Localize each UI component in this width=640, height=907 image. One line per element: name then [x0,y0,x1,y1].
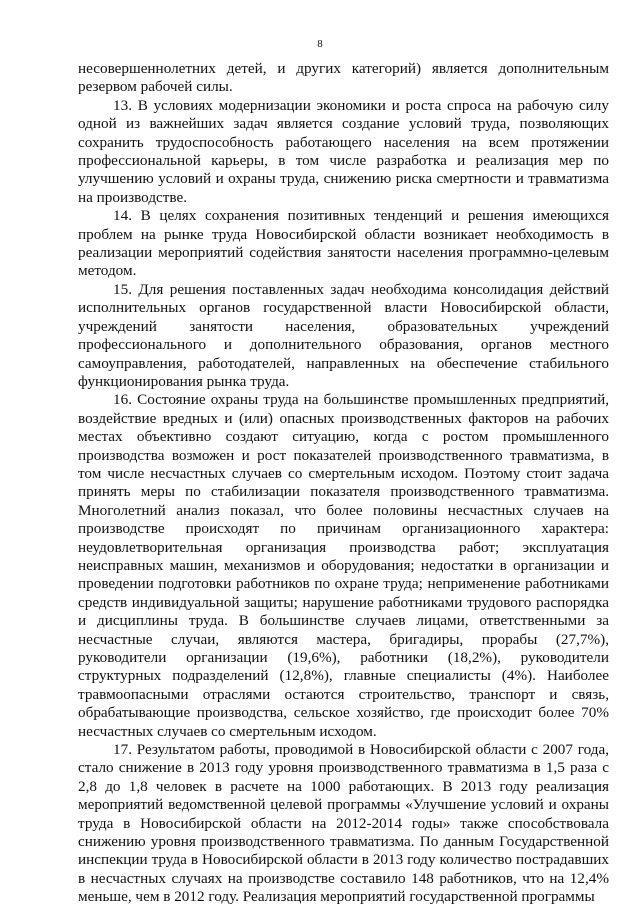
paragraph-continuation: несовершеннолетних детей, и других категорий) является дополнительным резервом рабочей силы. [78,60,609,96]
document-body [78,60,609,907]
paragraph-15: 15. Для решения поставленных задач необходима консолидация действий исполнительных органов государственной власти Новосибирской области, учреждений занятости населения, образовательных учреждений профессионального и дополнительного образования, органов местного самоуправления, работодателей, направленных на обеспечение стабильного функционирования рынка труда. [78,280,609,390]
paragraph-13: 13. В условиях модернизации экономики и роста спроса на рабочую силу одной из важнейших задач является создание условий труда, позволяющих сохранить трудоспособность работающего населения на всем протяжении профессиональной карьеры, в том числе разработка и реализация мер по улучшению условий и охраны труда, снижению риска смертности и травматизма на производстве. [78,96,609,206]
paragraph-14: 14. В целях сохранения позитивных тенденций и решения имеющихся проблем на рынке труда Новосибирской области возникает необходимость в реализации мероприятий содействия занятости населения программно-целевым методом. [78,207,609,280]
paragraph-17: 17. Результатом работы, проводимой в Новосибирской области с 2007 года, стало снижение в 2013 году уровня производственного травматизма в 1,5 раза с 2,8 до 1,8 человек в расчете на 1000 работающих. В 2013 году реализация мероприятий ведомственной целевой программы «Улучшение условий и охраны труда в Новосибирской области на 2012-2014 годы» также способствовала снижению уровня производственного травматизма. По данным Государственной инспекции труда в Новосибирской области в 2013 году количество пострадавших в несчастных случаях на производстве составило 148 работников, что на 12,4% меньше, чем в 2012 году. Реализация мероприятий государственной программы [78,741,609,906]
paragraph-16: 16. Состояние охраны труда на большинстве промышленных предприятий, воздействие вредных и (или) опасных производственных факторов на рабочих местах объективно создают ситуацию, когда с ростом промышленного производства возможен и рост показателей производственного травматизма, в том числе несчастных случаев со смертельным исходом. Поэтому стоит задача принять меры по стабилизации показателя производственного травматизма. Многолетний анализ показал, что более половины несчастных случаев на производстве происходят по причинам организационного характера: неудовлетворительная организация производства работ; эксплуатация неисправных машин, механизмов и оборудования; недостатки в организации и проведении подготовки работников по охране труда; неприменение работниками средств индивидуальной защиты; нарушение работниками трудового распорядка и дисциплины труда. В большинстве случаев лицами, ответственными за несчастные случаи, являются мастера, бригадиры, прорабы (27,7%), руководители организации (19,6%), работники (18,2%), руководители структурных подразделений (12,8%), главные специалисты (4%). Наиболее травмоопасными отраслями остаются строительство, транспорт и связь, обрабатывающие производства, сельское хозяйство, где происходит более 70% несчастных случаев со смертельным исходом. [78,391,609,740]
page-number: 8 [317,38,323,50]
